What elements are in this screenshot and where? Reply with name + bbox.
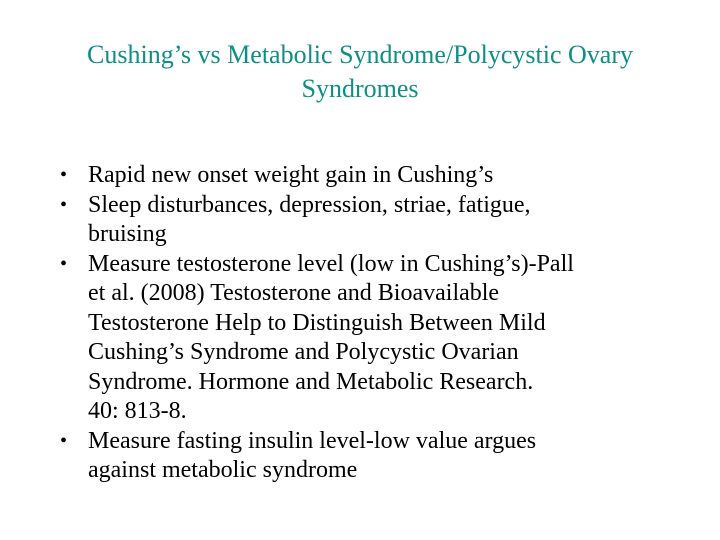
bullet-line: Syndrome. Hormone and Metabolic Research. xyxy=(88,368,534,395)
bullet-dot-icon: • xyxy=(60,193,68,216)
bullet-dot-icon: • xyxy=(60,164,68,186)
bullet-line: against metabolic syndrome xyxy=(88,457,358,483)
bullet-dot-icon: • xyxy=(60,429,68,452)
bullet-line: Sleep disturbances, depression, striae, fatigue, xyxy=(88,191,531,218)
bullet-line: bruising xyxy=(88,221,167,247)
bullet-item xyxy=(56,161,668,191)
bullet-line: Cushing’s Syndrome and Polycystic Ovarian xyxy=(88,339,519,365)
bullet-line: Rapid new onset weight gain in Cushing’s xyxy=(88,162,494,188)
bullet-item xyxy=(56,250,668,427)
bullet-item xyxy=(56,191,668,250)
slide-title-line-2: Syndromes xyxy=(301,74,419,103)
bullet-line: Measure testosterone level (low in Cushing’s)-Pall xyxy=(88,250,574,277)
slide-title-line-1: Cushing’s vs Metabolic Syndrome/Polycystic Ovary xyxy=(87,40,633,69)
bullet-line: Testosterone Help to Distinguish Between Mild xyxy=(88,309,546,336)
bullet-line: Measure fasting insulin level-low value argues xyxy=(88,427,537,454)
slide-title xyxy=(40,38,680,106)
bullet-dot-icon: • xyxy=(60,252,68,275)
bullet-line: 40: 813-8. xyxy=(88,398,187,424)
bullet-list xyxy=(56,161,668,486)
bullet-item xyxy=(56,427,668,486)
bullet-line: et al. (2008) Testosterone and Bioavailable xyxy=(88,280,500,306)
